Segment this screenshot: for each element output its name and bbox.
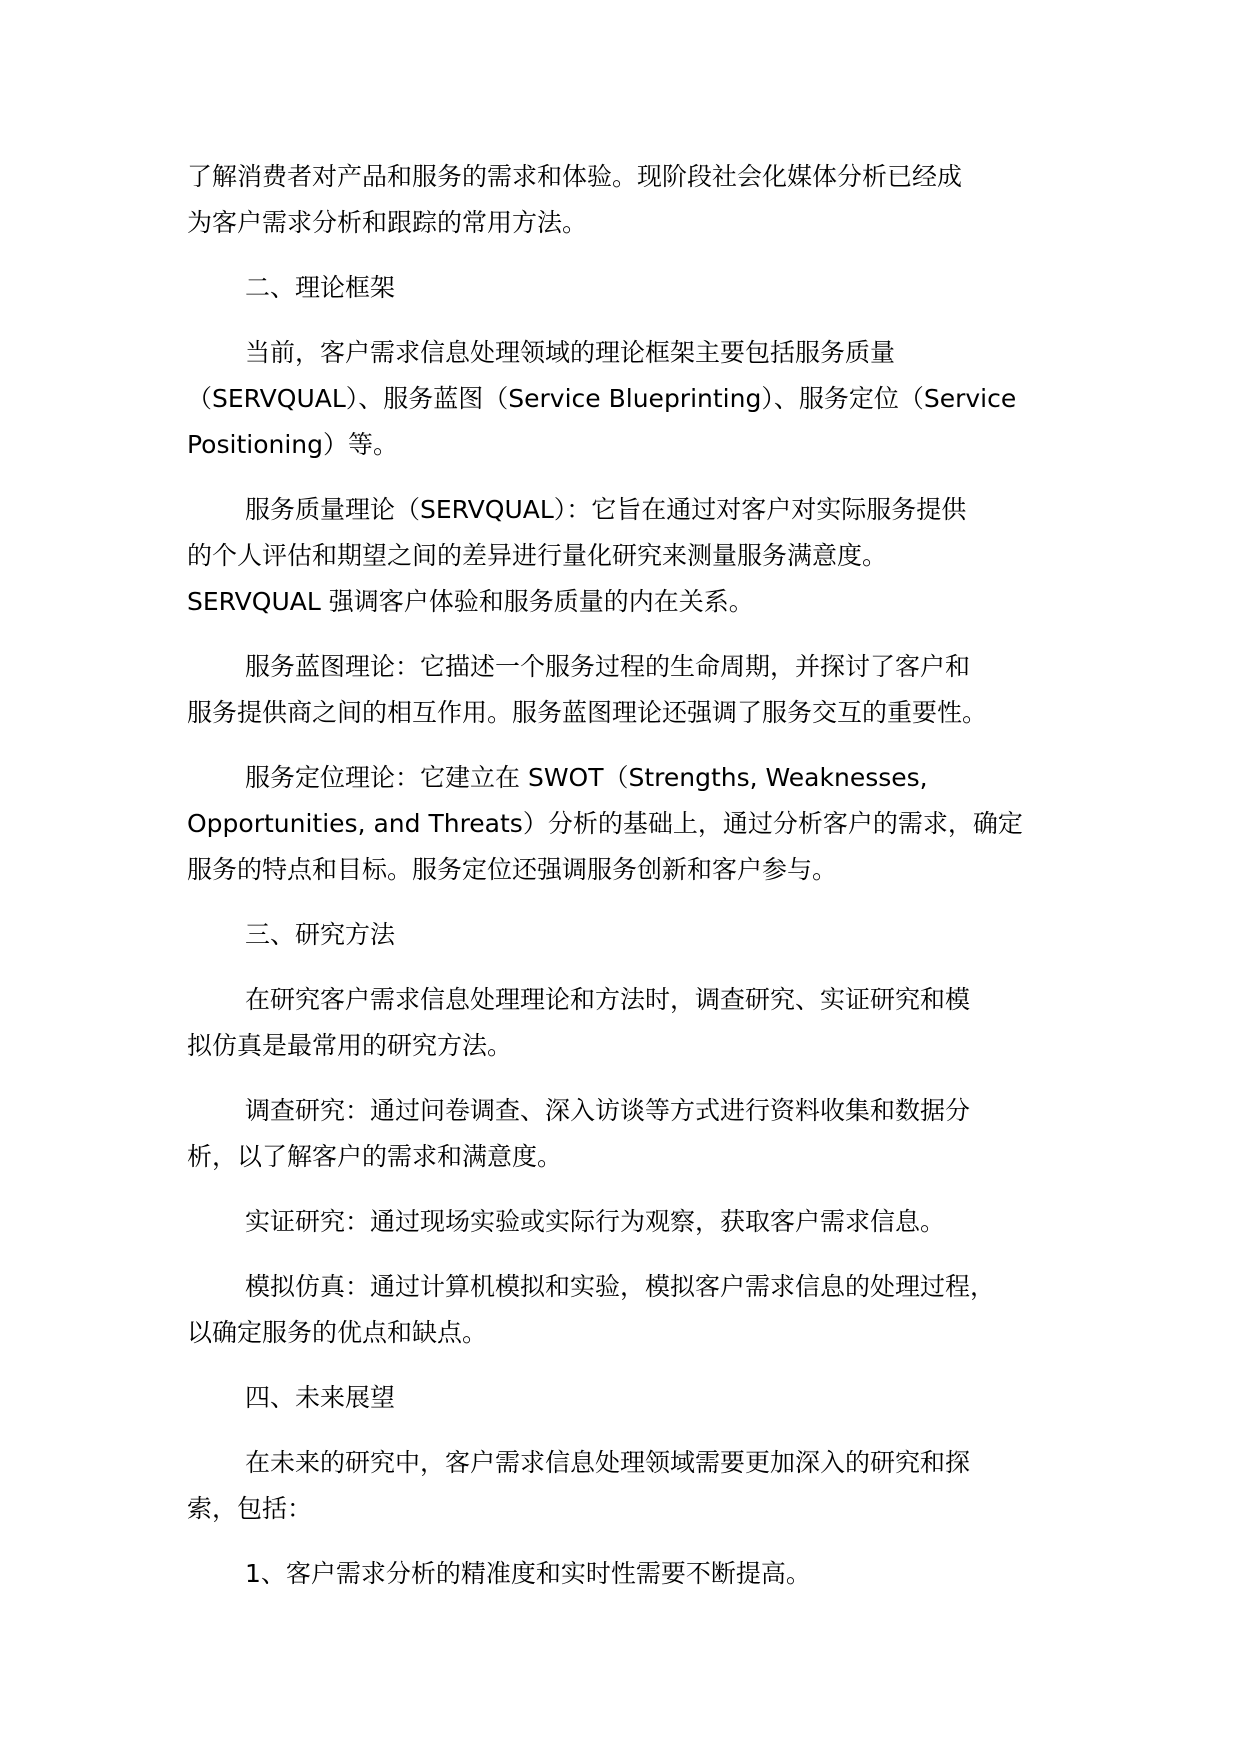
paragraph — [187, 977, 1077, 1069]
paragraph — [187, 154, 1077, 246]
paragraph — [187, 755, 1077, 893]
paragraph — [187, 330, 1077, 468]
paragraph — [187, 265, 1077, 311]
paragraph — [187, 1264, 1077, 1356]
paragraph — [187, 1088, 1077, 1180]
text-line: 的个人评估和期望之间的差异进行量化研究来测量服务满意度。 — [187, 541, 888, 570]
paragraph — [187, 912, 1077, 958]
document-page — [187, 154, 1077, 1616]
text-line: 服务蓝图理论：它描述一个服务过程的生命周期，并探讨了客户和 — [245, 652, 971, 681]
text-line: 三、研究方法 — [245, 920, 396, 949]
text-line: Positioning）等。 — [187, 430, 398, 459]
paragraph — [187, 1199, 1077, 1245]
text-line: 以确定服务的优点和缺点。 — [187, 1318, 488, 1347]
text-line: 了解消费者对产品和服务的需求和体验。现阶段社会化媒体分析已经成 — [187, 162, 963, 191]
text-line: 服务定位理论：它建立在 SWOT（Strengths, Weaknesses, — [245, 763, 928, 792]
text-line: Opportunities, and Threats）分析的基础上，通过分析客户的需求，确定 — [187, 809, 1023, 838]
paragraph — [187, 1440, 1077, 1532]
text-line: （SERVQUAL）、服务蓝图（Service Blueprinting）、服务定位（Service — [187, 384, 1017, 413]
text-line: 为客户需求分析和跟踪的常用方法。 — [187, 208, 588, 237]
text-line: 调查研究：通过问卷调查、深入访谈等方式进行资料收集和数据分 — [245, 1096, 971, 1125]
text-line: 二、理论框架 — [245, 273, 396, 302]
text-line: 服务质量理论（SERVQUAL）：它旨在通过对客户对实际服务提供 — [245, 495, 967, 524]
text-line: 当前，客户需求信息处理领域的理论框架主要包括服务质量 — [245, 338, 896, 367]
text-line: 实证研究：通过现场实验或实际行为观察，获取客户需求信息。 — [245, 1207, 946, 1236]
paragraph — [187, 1551, 1077, 1597]
text-line: 析，以了解客户的需求和满意度。 — [187, 1142, 563, 1171]
text-line: 在未来的研究中，客户需求信息处理领域需要更加深入的研究和探 — [245, 1448, 971, 1477]
paragraph — [187, 487, 1077, 625]
text-line: 拟仿真是最常用的研究方法。 — [187, 1031, 513, 1060]
text-line: 模拟仿真：通过计算机模拟和实验，模拟客户需求信息的处理过程， — [245, 1272, 996, 1301]
text-line: 1、客户需求分析的精准度和实时性需要不断提高。 — [245, 1559, 811, 1588]
text-line: 索，包括： — [187, 1494, 313, 1523]
text-line: 在研究客户需求信息处理理论和方法时，调查研究、实证研究和模 — [245, 985, 971, 1014]
text-line: 服务提供商之间的相互作用。服务蓝图理论还强调了服务交互的重要性。 — [187, 698, 988, 727]
paragraph — [187, 1375, 1077, 1421]
text-line: 四、未来展望 — [245, 1383, 396, 1412]
paragraph — [187, 644, 1077, 736]
text-line: SERVQUAL 强调客户体验和服务质量的内在关系。 — [187, 587, 754, 616]
text-line: 服务的特点和目标。服务定位还强调服务创新和客户参与。 — [187, 855, 838, 884]
